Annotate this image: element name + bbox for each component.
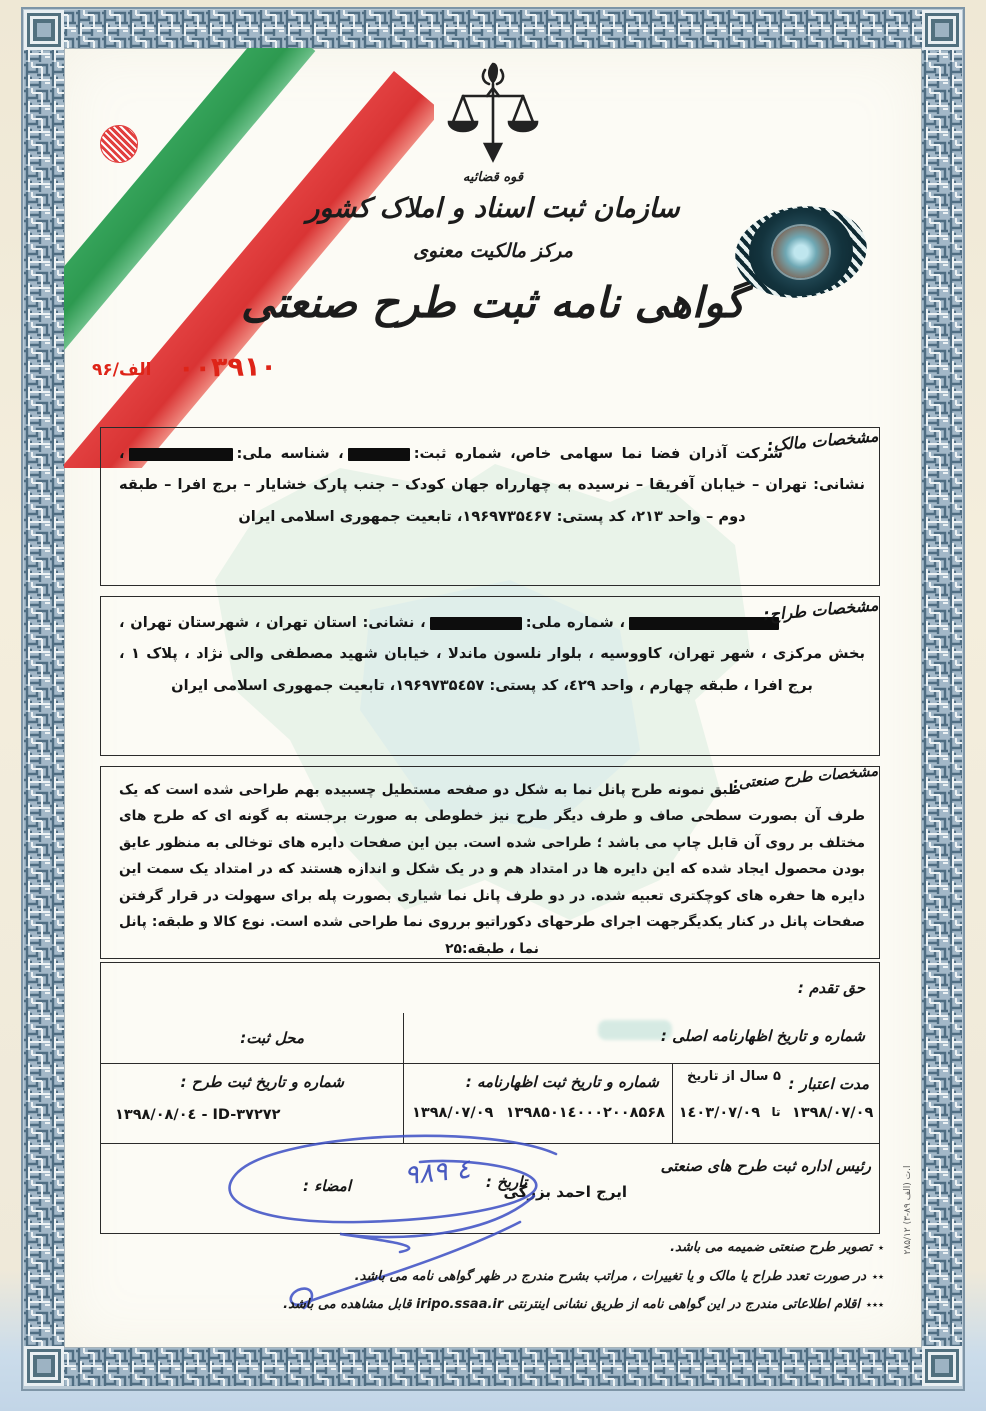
design-section-text: طبق نمونه طرح پانل نما به شکل دو صفحه مستطیل چسبیده بهم طراحی شده است که یک طرف آن بصورت سطحی صاف و طرف دیگر طرح نیز خطوطی به صورت برجسته به گونه ای که طرح های مختلف بر روی آن قابل چاپ می باشد ؛ طراحی شده است. بین این صفحات دایره های توخالی به منظور عایق بودن محصول ایجاد شده که این دایره ها در امتداد هم و در یک شکل و اندازه هستند که در امتداد یک سمت این دایره ها حفره های کوچکتری تعبیه شده. در دو طرف پانل نما شیاری بصورت پله برای سهولت در قرار گرفتن صفحات پانل در کنار یکدیگرجهت اجرای طرحهای دکوراتیو برروی نما طراحی شده است. نوع کالا و طبقه: پانل نما ، طبقه:۲۵: [119, 782, 865, 957]
certificate-title: گواهی نامه ثبت طرح صنعتی: [240, 278, 746, 327]
footnote-text: اقلام اطلاعاتی مندرج در این گواهی نامه از طریق نشانی اینترنتی iripo.ssaa.ir قابل مشاهده می باشد.: [283, 1297, 861, 1312]
frame-corner-rosette: [24, 10, 64, 50]
designer-section-box: [100, 596, 880, 756]
serial-series: الف/۹۶: [92, 360, 152, 380]
handwritten-date: ٤ ٩٨٩: [402, 1153, 473, 1192]
owner-section-box: [100, 427, 880, 586]
signature-label: امضاء :: [302, 1177, 351, 1195]
redacted-national-id: [129, 448, 233, 461]
designer-text-part2: ، شماره ملی:: [525, 614, 625, 631]
footnote-text: در صورت تعدد طراح یا مالک و یا تغییرات ، مراتب بشرح مندرج در ظهر گواهی نامه می باشد.: [354, 1268, 866, 1284]
validity-label: مدت اعتبار :: [788, 1075, 869, 1093]
footnote-line: [160, 1295, 884, 1315]
validity-from-date: ۱۳۹۸/۰۷/۰۹: [791, 1105, 874, 1121]
redacted-designer-name: [629, 617, 779, 630]
redacted-registration-number: [348, 448, 410, 461]
footnote-text: تصویر طرح صنعتی ضمیمه می باشد.: [670, 1240, 872, 1255]
frame-bottom-band: [24, 1348, 962, 1386]
validity-duration: ۵ سال از تاریخ: [687, 1069, 781, 1084]
validity-cell: [673, 1063, 879, 1143]
original-application-label: شماره و تاریخ اظهارنامه اصلی :: [660, 1027, 865, 1045]
judiciary-scales-icon: [441, 60, 545, 168]
designer-text-part3: ، نشانی: استان تهران ، شهرستان تهران ، بخش مرکزی ، شهر تهران، کاووسیه ، بلوار نلسون ماندلا ، خیابان شهید مصطفی والی نژاد ، پلاک ۱ ، برج افرا ، طبقه چهارم ، واحد ٤۲۹، کد پستی: ۱۹۶۹۷۳۵٤۵۷، تابعیت جمهوری اسلامی ایران: [119, 614, 865, 694]
owner-text-part1: شرکت آذران فضا نما سهامی خاص، شماره ثبت:: [413, 445, 784, 462]
redacted-designer-national-id: [430, 617, 522, 630]
hologram-seal-icon: [729, 190, 873, 313]
frame-top-band: [24, 10, 962, 48]
frame-corner-rosette: [922, 10, 962, 50]
office-head-title: رئیس اداره ثبت طرح های صنعتی: [660, 1157, 871, 1175]
office-head-name: ایرج احمد بزرگی: [503, 1183, 627, 1201]
owner-text-part3: ، نشانی: تهران – خیابان آفریقا – نرسیده به چهارراه جهان کودک – جنب پارک خشایار – برج افرا – طبقه دوم – واحد ۲۱۳، کد پستی: ۱۹۶۹۷۳۵٤۶۷، تابعیت جمهوری اسلامی ایران: [119, 445, 865, 525]
printer-side-mark: ۲۸۵/۱۲ (الف ۸۹-۳) ا.ت: [903, 1165, 913, 1255]
footnote-bullet-icon: ٭٭٭: [866, 1298, 884, 1311]
registration-place-label: محل ثبت:: [240, 1029, 304, 1047]
ip-center-title: مرکز مالکیت معنوی: [413, 240, 573, 262]
footnote-line: [160, 1238, 884, 1258]
design-section-label: مشخصات طرح صنعتی:: [732, 763, 879, 793]
design-registration-value: ۱۳۹۸/۰۸/۰٤ - ID-۳۷۲۷۲: [115, 1107, 281, 1123]
judiciary-label: قوه قضائیه: [462, 170, 524, 185]
footnote-bullet-icon: ٭: [878, 1241, 884, 1254]
frame-left-band: [24, 10, 64, 1386]
application-registration-label: شماره و تاریخ ثبت اظهارنامه :: [465, 1073, 659, 1091]
application-date: ۱۳۹۸/۰۷/۰۹: [412, 1105, 494, 1121]
frame-corner-rosette: [922, 1346, 962, 1386]
organization-title: سازمان ثبت اسناد و املاک کشور: [306, 193, 680, 224]
validity-to-word: تا: [771, 1105, 781, 1119]
validity-to-date: ۱٤۰۳/۰۷/۰۹: [678, 1105, 761, 1121]
designer-section-text: [101, 597, 879, 709]
application-number: ۱۳۹۸۵۰۱٤۰۰۰۲۰۰۸۵۶۸: [505, 1105, 665, 1121]
frame-right-band: [922, 10, 962, 1386]
design-registration-label: شماره و تاریخ ثبت طرح :: [180, 1073, 344, 1091]
date-label: تاریخ :: [485, 1173, 527, 1191]
priority-label: حق تقدم :: [797, 979, 865, 997]
table-divider: [403, 1013, 404, 1063]
owner-section-text: [101, 428, 879, 540]
frame-corner-rosette: [24, 1346, 64, 1386]
designer-section-label: مشخصات طراح:: [762, 595, 880, 625]
footnotes: [160, 1238, 884, 1324]
design-section-box: [100, 763, 880, 959]
serial-number: ۰۰۳۹۱۰: [177, 351, 278, 384]
owner-text-part2: ، شناسه ملی:: [236, 445, 344, 462]
footnote-line: [160, 1267, 884, 1287]
footnote-bullet-icon: ٭٭: [872, 1269, 884, 1283]
owner-section-label: مشخصات مالک:: [766, 426, 880, 455]
